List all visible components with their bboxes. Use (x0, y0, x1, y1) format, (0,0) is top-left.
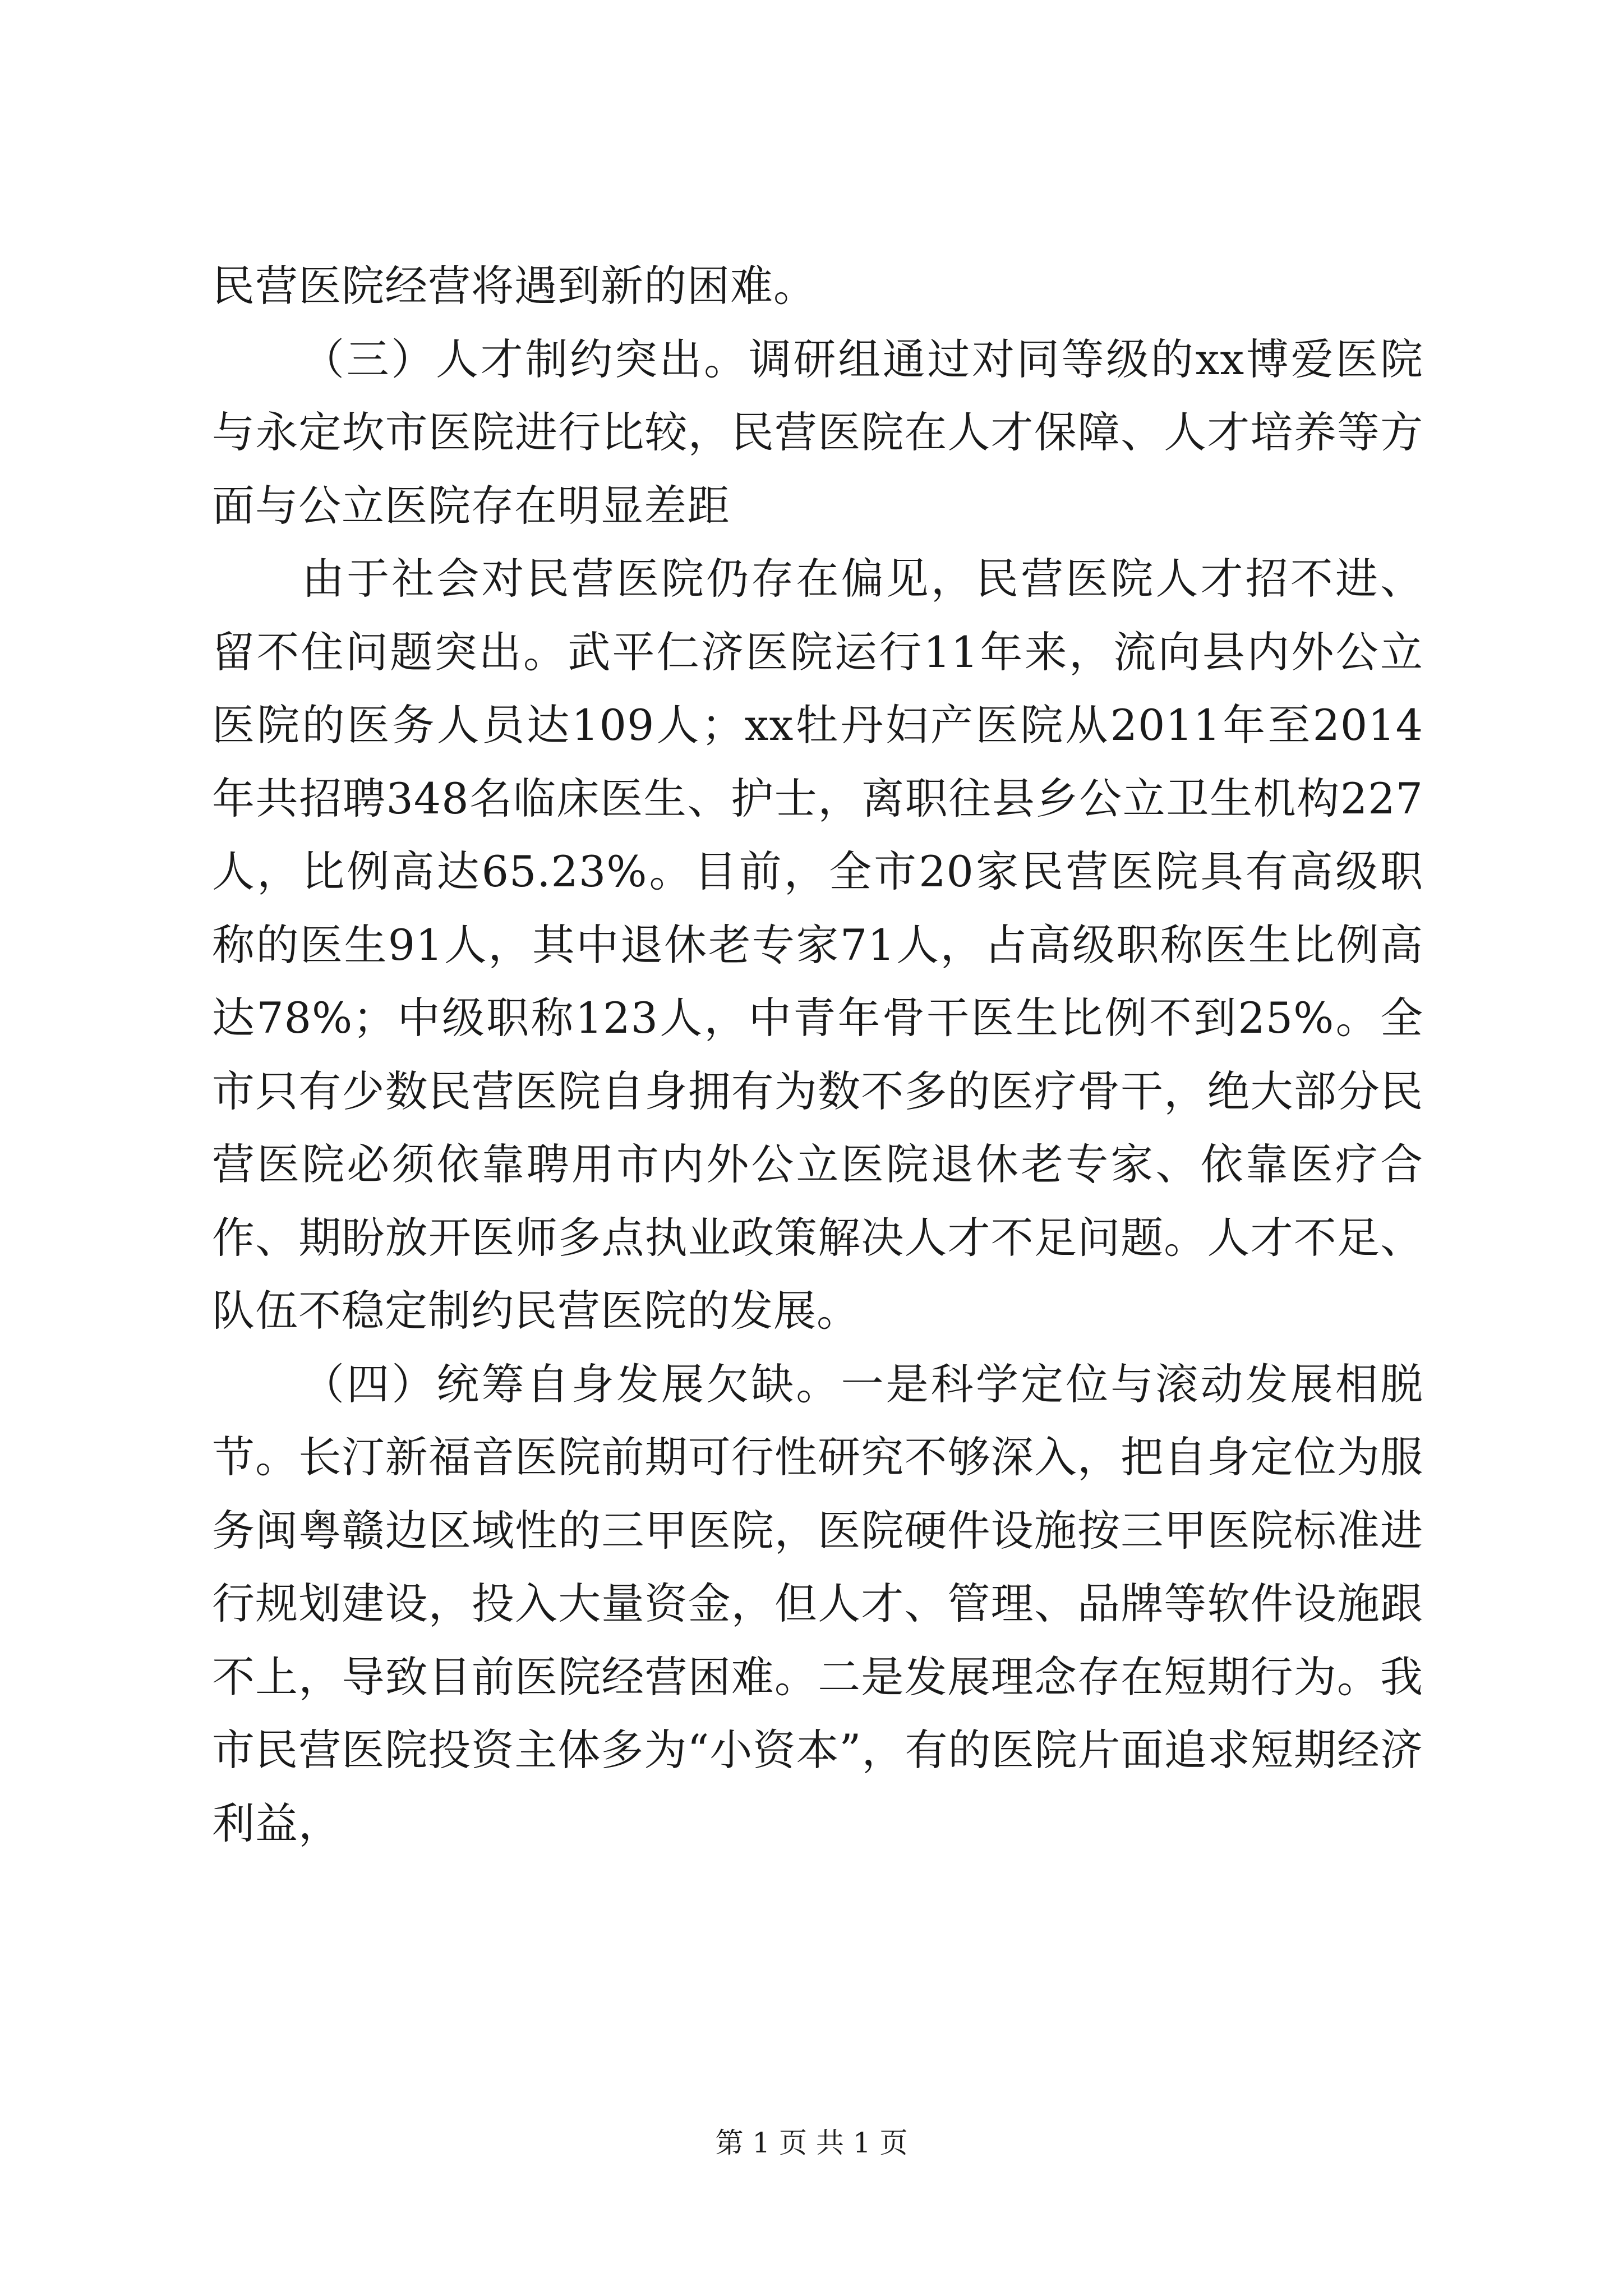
document-body (212, 250, 1423, 1860)
paragraph-continuation: 民营医院经营将遇到新的困难。 (212, 261, 817, 311)
paragraph-self-development: （四）统筹自身发展欠缺。一是科学定位与滚动发展相脱节。长汀新福音医院前期可行性研究不够深入，把自身定位为服务闽粤赣边区域性的三甲医院，医院硬件设施按三甲医院标准进行规划建设，投入大量资金，但人才、管理、品牌等软件设施跟不上，导致目前医院经营困难。二是发展理念存在短期行为。我市民营医院投资主体多为“小资本”，有的医院片面追求短期经济利益， (212, 1359, 1423, 1848)
paragraph-talent-details: 由于社会对民营医院仍存在偏见，民营医院人才招不进、留不住问题突出。武平仁济医院运行11年来，流向县内外公立医院的医务人员达109人；xx牡丹妇产医院从2011年至2014年共招聘348名临床医生、护士，离职往县乡公立卫生机构227人，比例高达65.23%。目前，全市20家民营医院具有高级职称的医生91人，其中退休老专家71人，占高级职称医生比例高达78%；中级职称123人，中青年骨干医生比例不到25%。全市只有少数民营医院自身拥有为数不多的医疗骨干，绝大部分民营医院必须依靠聘用市内外公立医院退休老专家、依靠医疗合作、期盼放开医师多点执业政策解决人才不足问题。人才不足、队伍不稳定制约民营医院的发展。 (212, 554, 1423, 1336)
paragraph-talent-constraint: （三）人才制约突出。调研组通过对同等级的xx博爱医院与永定坎市医院进行比较，民营医院在人才保障、人才培养等方面与公立医院存在明显差距 (212, 334, 1423, 531)
page-footer: 第 1 页 共 1 页 (715, 2127, 908, 2159)
